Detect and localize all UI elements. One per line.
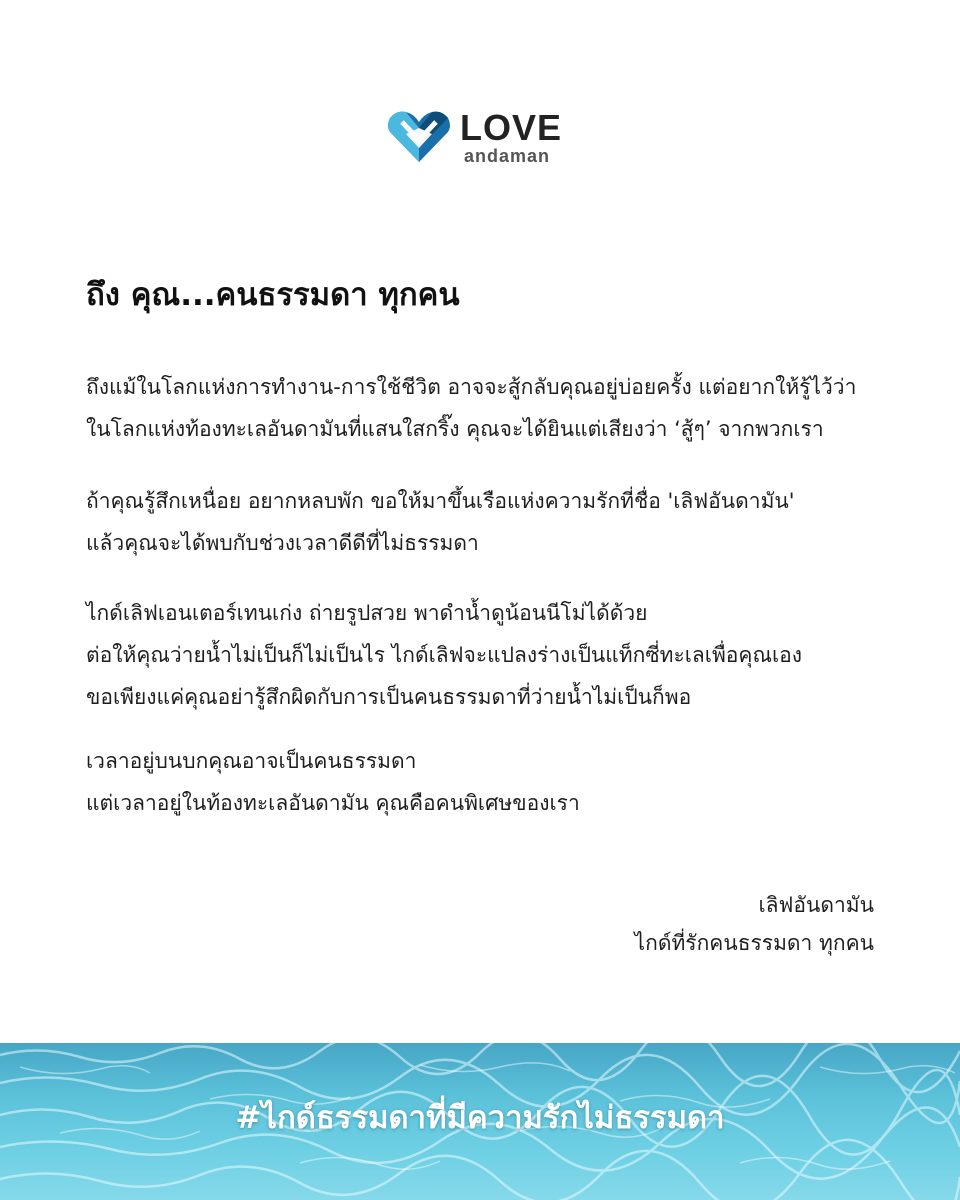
brand-wordmark: LOVE [460, 107, 563, 148]
signature-block [635, 886, 874, 962]
paragraph-line: เวลาอยู่บนบกคุณอาจเป็นคนธรรมดา [86, 749, 417, 773]
paragraph-3 [86, 592, 906, 718]
paragraph-4 [86, 740, 906, 824]
hashtag-text: #ไกด์ธรรมดาที่มีความรักไม่ธรรมดา [235, 1100, 725, 1136]
paragraph-line: ถ้าคุณรู้สึกเหนื่อย อยากหลบพัก ขอให้มาขึ้นเรือแห่งความรักที่ชื่อ 'เลิฟอันดามัน' [86, 489, 795, 513]
signature-name: เลิฟอันดามัน [758, 893, 874, 917]
water-banner [0, 1043, 960, 1200]
paragraph-line: ในโลกแห่งท้องทะเลอันดามันที่แสนใสกริ๊ง คุณจะได้ยินแต่เสียงว่า ‘สู้ๆ’ จากพวกเรา [86, 417, 824, 441]
paragraph-2 [86, 480, 906, 564]
signature-title: ไกด์ที่รักคนธรรมดา ทุกคน [634, 931, 874, 955]
brand-subtitle: andaman [464, 146, 551, 166]
paragraph-line: แต่เวลาอยู่ในท้องทะเลอันดามัน คุณคือคนพิเศษของเรา [86, 791, 580, 815]
paragraph-line: ถึงแม้ในโลกแห่งการทำงาน-การใช้ชีวิต อาจจะสู้กลับคุณอยู่บ่อยครั้ง แต่อยากให้รู้ไว้ว่า [86, 375, 857, 399]
paragraph-line: ต่อให้คุณว่ายน้ำไม่เป็นก็ไม่เป็นไร ไกด์เลิฟจะแปลงร่างเป็นแท็กซี่ทะเลเพื่อคุณเอง [86, 643, 802, 667]
paragraph-line: แล้วคุณจะได้พบกับช่วงเวลาดีดีที่ไม่ธรรมดา [86, 531, 479, 555]
paragraph-line: ขอเพียงแค่คุณอย่ารู้สึกผิดกับการเป็นคนธรรมดาที่ว่ายน้ำไม่เป็นก็พอ [86, 685, 692, 709]
heart-icon [386, 108, 452, 166]
brand-logo [386, 108, 576, 170]
paragraph-line: ไกด์เลิฟเอนเตอร์เทนเก่ง ถ่ายรูปสวย พาดำน้ำดูน้อนนีโม่ได้ด้วย [86, 601, 648, 625]
paragraph-1 [86, 366, 906, 450]
letter-heading: ถึง คุณ...คนธรรมดา ทุกคน [86, 277, 460, 313]
